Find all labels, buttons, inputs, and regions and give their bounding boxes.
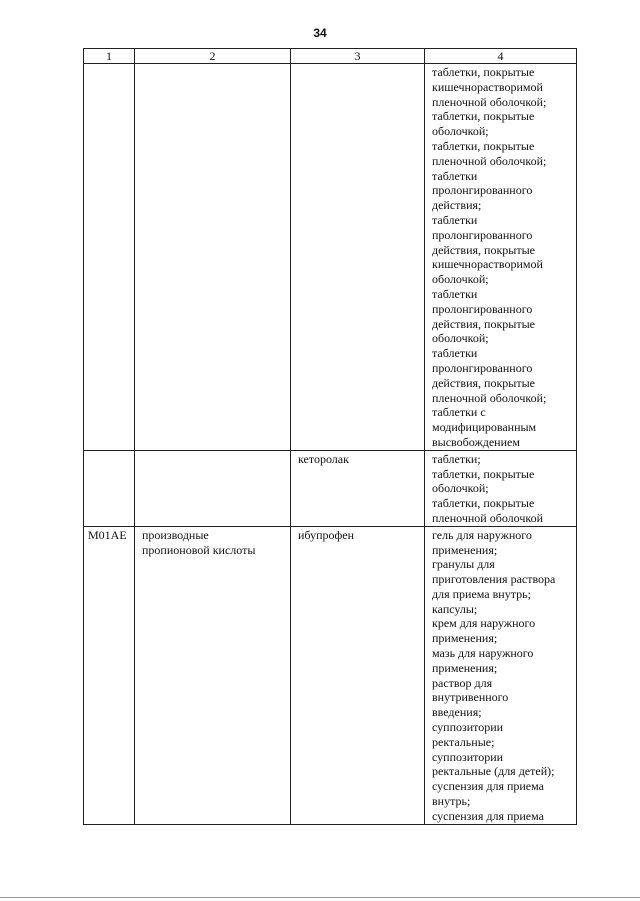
dosage-form-line: применения; xyxy=(432,631,498,646)
atc-code-cell xyxy=(84,64,135,451)
dosage-form-line: пленочной оболочкой; xyxy=(432,153,547,168)
group-cell xyxy=(135,526,291,824)
dosage-form-line: действия; xyxy=(432,198,482,213)
dosage-form-line: таблетки xyxy=(432,168,478,183)
dosage-form-line: гранулы для xyxy=(432,557,495,572)
dosage-forms-cell xyxy=(425,450,577,526)
group-line: производные xyxy=(142,527,209,542)
atc-code-cell: M01AE xyxy=(84,526,135,824)
dosage-form-line: таблетки, покрытые xyxy=(432,466,535,481)
dosage-form-line: суппозитории xyxy=(432,720,504,735)
dosage-form-line: модифицированным xyxy=(432,420,537,435)
scan-edge-rule xyxy=(0,897,640,898)
dosage-form-line: кишечнорастворимой xyxy=(432,257,543,272)
dosage-form-line: суспензия для приема xyxy=(432,808,544,823)
medication-table xyxy=(83,48,577,825)
dosage-form-line: ректальные (для детей); xyxy=(432,764,555,779)
dosage-form-line: применения; xyxy=(432,542,498,557)
column-header-1: 1 xyxy=(84,49,135,64)
dosage-form-line: крем для наружного xyxy=(432,616,536,631)
dosage-form-line: ректальные; xyxy=(432,734,495,749)
dosage-form-line: применения; xyxy=(432,660,498,675)
dosage-form-line: таблетки, покрытые xyxy=(432,109,535,124)
dosage-form-line: мазь для наружного xyxy=(432,646,534,661)
dosage-form-line: таблетки, покрытые xyxy=(432,65,535,79)
substance-cell: кеторолак xyxy=(291,450,425,526)
dosage-form-line: таблетки, покрытые xyxy=(432,496,535,511)
dosage-form-line: таблетки, покрытые xyxy=(432,138,535,153)
dosage-form-line: суспензия для приема xyxy=(432,779,544,794)
page-number: 34 xyxy=(313,26,327,40)
column-header-4: 4 xyxy=(425,49,577,64)
dosage-form-line: для приема внутрь; xyxy=(432,586,531,601)
table-header-row xyxy=(84,49,577,64)
dosage-form-line: пленочной оболочкой xyxy=(432,510,544,525)
dosage-form-line: действия, покрытые xyxy=(432,316,535,331)
dosage-form-line: пленочной оболочкой; xyxy=(432,390,547,405)
dosage-form-line: капсулы; xyxy=(432,601,478,616)
table-row xyxy=(84,526,577,824)
dosage-form-line: пролонгированного xyxy=(432,301,533,316)
dosage-form-line: пленочной оболочкой; xyxy=(432,94,547,109)
dosage-form-line: таблетки xyxy=(432,286,478,301)
dosage-form-line: оболочкой; xyxy=(432,272,489,287)
dosage-form-line: таблетки xyxy=(432,212,478,227)
table-body xyxy=(84,64,577,825)
dosage-form-line: внутрь; xyxy=(432,794,471,809)
group-line: пропионовой кислоты xyxy=(142,542,256,557)
dosage-form-line: таблетки xyxy=(432,346,478,361)
dosage-form-line: пролонгированного xyxy=(432,183,533,198)
dosage-form-line: кишечнорастворимой xyxy=(432,79,543,94)
substance-cell xyxy=(291,64,425,451)
dosage-form-line: введения; xyxy=(432,705,482,720)
dosage-form-line: суппозитории xyxy=(432,749,504,764)
dosage-form-line: внутривенного xyxy=(432,690,509,705)
dosage-forms-cell xyxy=(425,64,577,451)
dosage-form-line: приготовления раствора xyxy=(432,572,556,587)
dosage-form-line: оболочкой; xyxy=(432,481,489,496)
dosage-form-line: раствор для xyxy=(432,675,493,690)
dosage-form-line: таблетки с xyxy=(432,405,486,420)
dosage-form-line: действия, покрытые xyxy=(432,242,535,257)
dosage-form-line: высвобождением xyxy=(432,434,520,449)
group-cell xyxy=(135,450,291,526)
dosage-form-line: таблетки; xyxy=(432,451,481,466)
table-row xyxy=(84,64,577,451)
column-header-3: 3 xyxy=(291,49,425,64)
substance-cell: ибупрофен xyxy=(291,526,425,824)
dosage-form-line: оболочкой; xyxy=(432,331,489,346)
dosage-forms-cell xyxy=(425,526,577,824)
dosage-form-line: пролонгированного xyxy=(432,227,533,242)
column-header-2: 2 xyxy=(135,49,291,64)
dosage-form-line: пролонгированного xyxy=(432,360,533,375)
dosage-form-line: действия, покрытые xyxy=(432,375,535,390)
dosage-form-line: гель для наружного xyxy=(432,527,532,542)
group-cell xyxy=(135,64,291,451)
table-row xyxy=(84,450,577,526)
atc-code-cell xyxy=(84,450,135,526)
dosage-form-line: оболочкой; xyxy=(432,124,489,139)
